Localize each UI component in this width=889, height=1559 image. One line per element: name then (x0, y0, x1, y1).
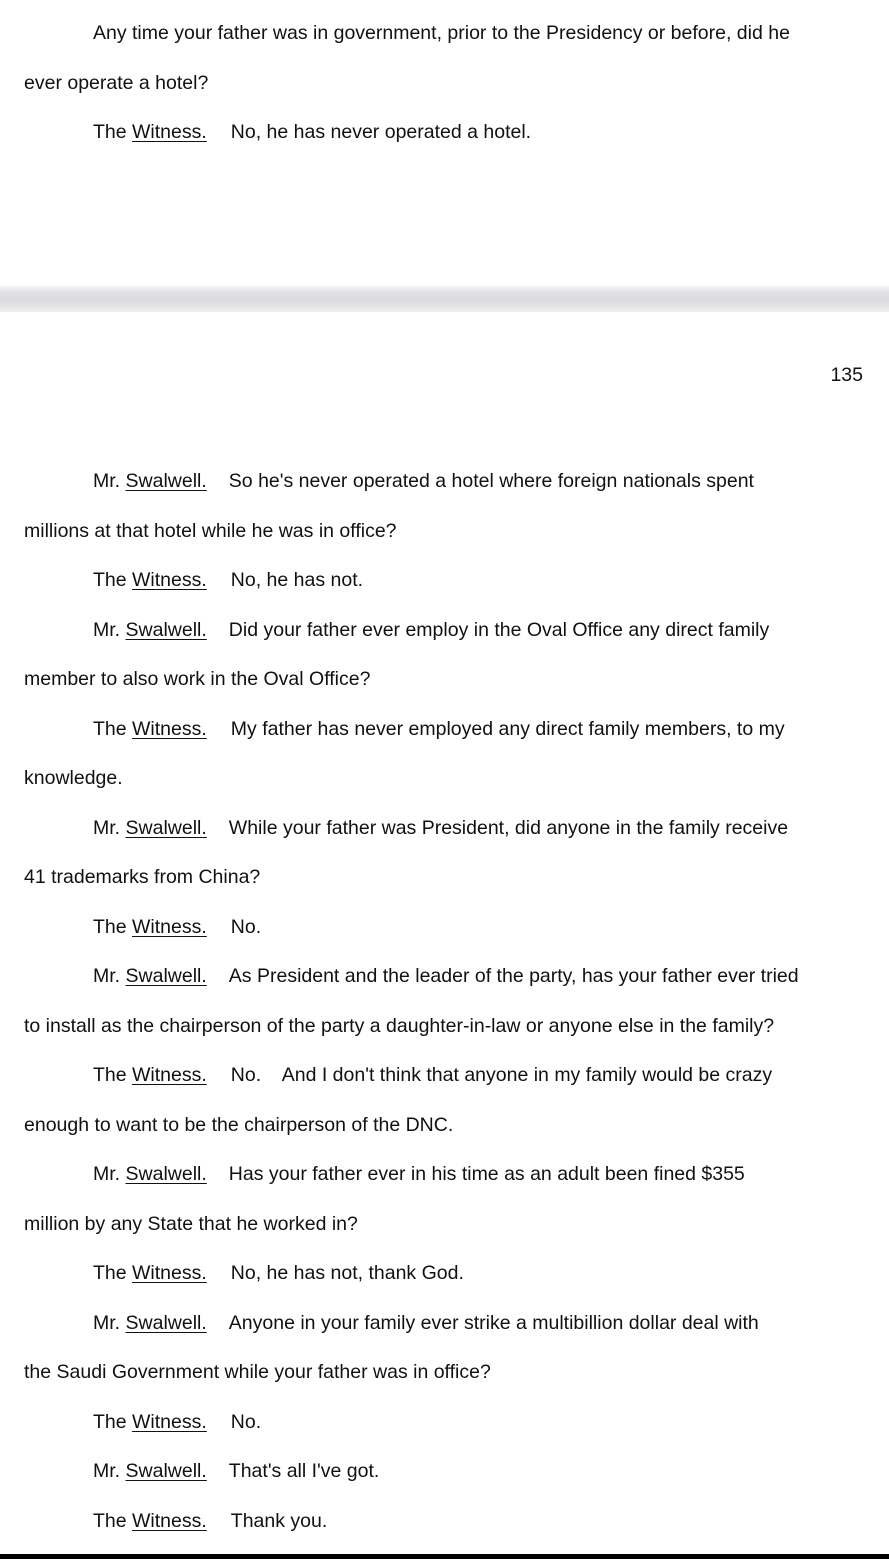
statement-continuation: million by any State that he worked in? (24, 1213, 358, 1235)
transcript-entry (93, 915, 261, 939)
statement-text: No. (230, 916, 262, 938)
statement-text: That's all I've got. (228, 1460, 380, 1482)
transcript-entry (93, 1311, 759, 1335)
speaker-label: Mr. Swalwell. (93, 1312, 207, 1334)
speaker-label: The Witness. (93, 121, 207, 143)
speaker-label: The Witness. (93, 718, 207, 740)
witness-answer (93, 120, 531, 144)
transcript-entry (93, 568, 363, 592)
transcript-entry (93, 1162, 745, 1186)
transcript-entry (93, 717, 785, 741)
statement-text: No, he has not. (230, 569, 364, 591)
statement-text: Thank you. (230, 1510, 328, 1532)
transcript-entry (93, 1410, 261, 1434)
statement-text: Has your father ever in his time as an adult been fined $355 (228, 1163, 745, 1185)
statement-continuation: member to also work in the Oval Office? (24, 668, 371, 690)
statement-text: No, he has not, thank God. (230, 1262, 464, 1284)
statement-text: Anyone in your family ever strike a multibillion dollar deal with (228, 1312, 759, 1334)
statement-continuation: 41 trademarks from China? (24, 866, 261, 888)
speaker-label: Mr. Swalwell. (93, 1460, 207, 1482)
transcript-entry (93, 1261, 464, 1285)
question-line: Any time your father was in government, prior to the Presidency or before, did he (93, 22, 790, 44)
statement-continuation: enough to want to be the chairperson of the DNC. (24, 1114, 454, 1136)
speaker-label: Mr. Swalwell. (93, 817, 207, 839)
question-line-continuation: ever operate a hotel? (24, 72, 209, 94)
statement-continuation: the Saudi Government while your father was in office? (24, 1361, 491, 1383)
answer-text: No, he has never operated a hotel. (230, 121, 532, 143)
transcript-entry (93, 1509, 327, 1533)
speaker-label: Mr. Swalwell. (93, 470, 207, 492)
transcript-entry (93, 1459, 379, 1483)
transcript-entry (93, 469, 754, 493)
statement-continuation: knowledge. (24, 767, 123, 789)
speaker-label: The Witness. (93, 1411, 207, 1433)
statement-continuation: millions at that hotel while he was in office? (24, 520, 397, 542)
transcript-entry (93, 1063, 772, 1087)
speaker-label: The Witness. (93, 1510, 207, 1532)
speaker-label: Mr. Swalwell. (93, 619, 207, 641)
transcript-entry (93, 816, 788, 840)
page-separator (0, 286, 889, 312)
bottom-border (0, 1554, 889, 1559)
page-number: 135 (830, 364, 863, 386)
statement-text: No. (230, 1411, 262, 1433)
statement-text: Did your father ever employ in the Oval Office any direct family (228, 619, 770, 641)
transcript-entry (93, 964, 799, 988)
speaker-label: Mr. Swalwell. (93, 965, 207, 987)
statement-text: While your father was President, did anyone in the family receive (228, 817, 789, 839)
statement-text: As President and the leader of the party, has your father ever tried (228, 965, 799, 987)
transcript-entry (93, 618, 769, 642)
speaker-label: The Witness. (93, 916, 207, 938)
speaker-label: The Witness. (93, 569, 207, 591)
statement-text: No. And I don't think that anyone in my family would be crazy (230, 1064, 773, 1086)
statement-text: So he's never operated a hotel where foreign nationals spent (228, 470, 754, 492)
speaker-label: Mr. Swalwell. (93, 1163, 207, 1185)
statement-continuation: to install as the chairperson of the party a daughter-in-law or anyone else in the family? (24, 1015, 775, 1037)
speaker-label: The Witness. (93, 1262, 207, 1284)
speaker-label: The Witness. (93, 1064, 207, 1086)
statement-text: My father has never employed any direct family members, to my (230, 718, 785, 740)
